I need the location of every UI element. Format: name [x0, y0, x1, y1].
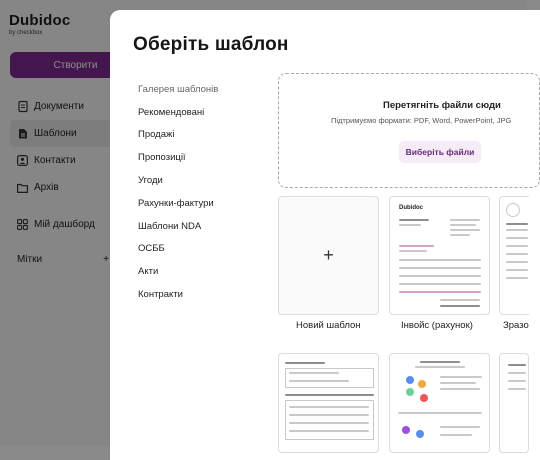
modal-title: Оберіть шаблон — [133, 34, 289, 55]
category-sales[interactable]: Продажі — [138, 129, 175, 141]
labels-section — [17, 254, 109, 265]
template-label-sample: Зразо — [503, 320, 529, 331]
archive-icon — [17, 182, 28, 193]
contacts-icon — [17, 155, 28, 166]
brand-name: Dubidoc — [9, 12, 71, 29]
category-acts[interactable]: Акти — [138, 266, 159, 278]
choose-files-button[interactable]: Виберіть файли — [399, 141, 481, 163]
sidebar-item-label: Архів — [34, 182, 59, 193]
template-label-new: Новий шаблон — [296, 320, 361, 331]
brand-subtitle: by checkbox — [9, 30, 43, 36]
sample-template-card[interactable] — [499, 196, 529, 315]
sidebar-item-label: Документи — [34, 101, 84, 112]
sidebar-item-label: Контакти — [34, 155, 76, 166]
create-button[interactable]: Створити — [10, 52, 141, 78]
new-template-card[interactable] — [278, 196, 379, 315]
document-icon — [17, 101, 28, 112]
template-icon — [17, 128, 28, 139]
template-card-partial[interactable] — [499, 353, 529, 453]
category-list — [138, 78, 258, 306]
brand — [9, 12, 70, 36]
file-dropzone[interactable] — [278, 73, 540, 188]
add-label-icon[interactable]: + — [103, 254, 109, 265]
category-contracts[interactable]: Контракти — [138, 289, 183, 301]
category-deals[interactable]: Угоди — [138, 175, 163, 187]
invoice-template-card[interactable] — [389, 196, 490, 315]
sidebar-item-label: Шаблони — [34, 128, 77, 139]
template-card-form[interactable] — [278, 353, 379, 453]
template-card-welcome[interactable] — [389, 353, 490, 453]
template-label-invoice: Інвойс (рахунок) — [401, 320, 473, 331]
plus-icon: + — [323, 245, 334, 265]
dashboard-icon — [17, 219, 28, 230]
category-proposals[interactable]: Пропозиції — [138, 152, 186, 164]
category-nda[interactable]: Шаблони NDA — [138, 220, 202, 232]
sidebar-item-label: Мій дашборд — [34, 219, 95, 230]
dropzone-title: Перетягніть файли сюди — [383, 100, 501, 111]
category-invoices[interactable]: Рахунки-фактури — [138, 197, 214, 209]
category-recommended[interactable]: Рекомендовані — [138, 106, 205, 118]
category-header: Галерея шаблонів — [138, 83, 219, 95]
labels-title: Мітки — [17, 254, 43, 265]
dropzone-subtitle: Підтримуємо формати: PDF, Word, PowerPoint, JPG — [331, 116, 512, 125]
invoice-logo: Dubidoc — [399, 205, 423, 211]
category-osbb[interactable]: ОСББ — [138, 243, 165, 255]
